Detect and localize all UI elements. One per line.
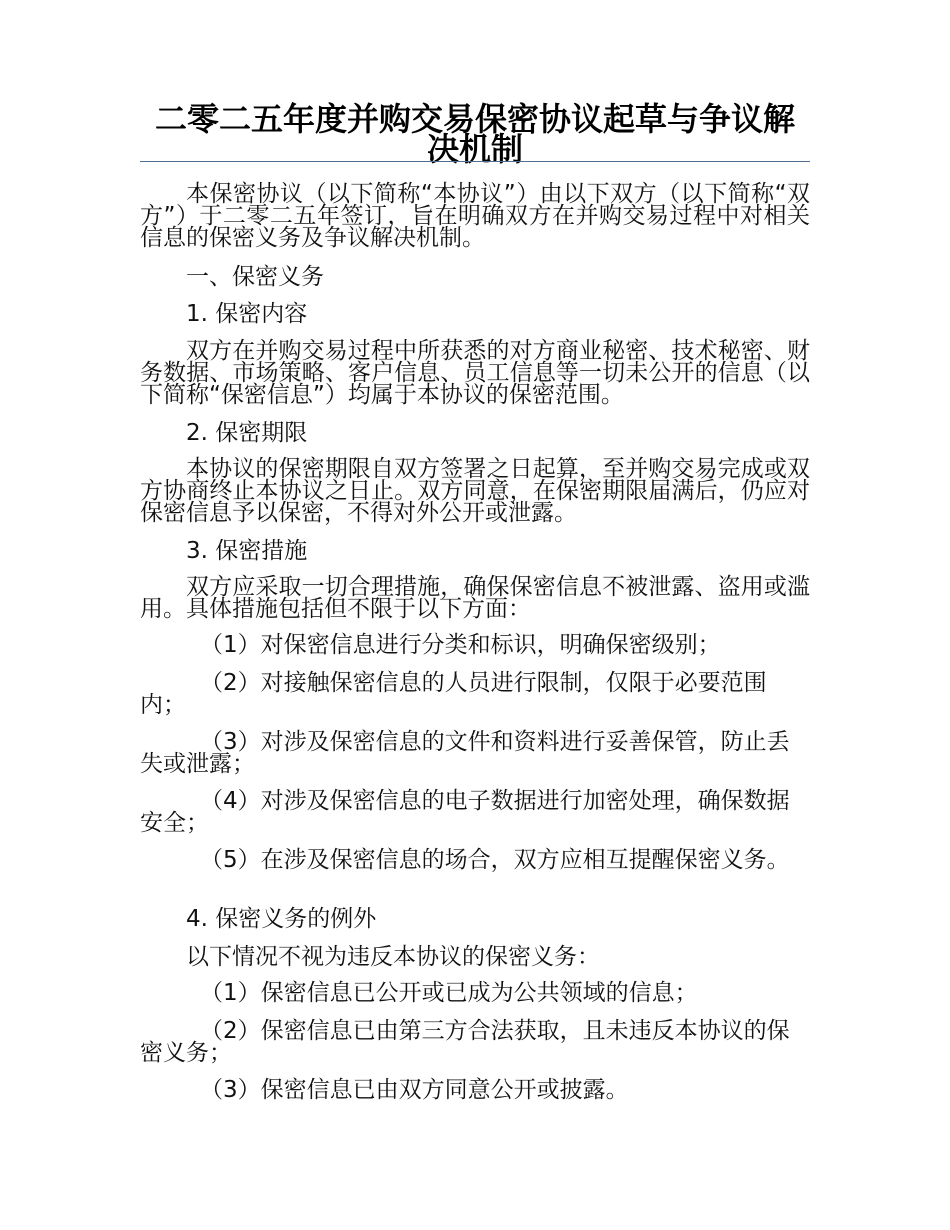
measure-item: （2）对接触保密信息的人员进行限制，仅限于必要范围内； bbox=[140, 670, 767, 718]
subsection-heading-exceptions: 4. 保密义务的例外 bbox=[186, 906, 377, 932]
exception-item: （2）保密信息已由第三方合法获取，且未违反本协议的保密义务； bbox=[140, 1018, 790, 1066]
exception-item: （3）保密信息已由双方同意公开或披露。 bbox=[200, 1077, 629, 1103]
subsection-heading-measures: 3. 保密措施 bbox=[186, 538, 308, 564]
subsection-heading-content: 1. 保密内容 bbox=[186, 301, 308, 327]
title-underline bbox=[140, 161, 810, 162]
intro-paragraph: 本保密协议（以下简称“本协议”）由以下双方（以下简称“双方”）于二零二五年签订，旨在明确双方在并购交易过程中对相关信息的保密义务及争议解决机制。 bbox=[140, 181, 810, 251]
subsection-body-term: 本协议的保密期限自双方签署之日起算，至并购交易完成或双方协商终止本协议之日止。双方同意，在保密期限届满后，仍应对保密信息予以保密，不得对外公开或泄露。 bbox=[140, 456, 810, 526]
measure-item: （1）对保密信息进行分类和标识，明确保密级别； bbox=[200, 632, 721, 658]
subsection-body-measures: 双方应采取一切合理措施，确保保密信息不被泄露、盗用或滥用。具体措施包括但不限于以下方面： bbox=[140, 574, 810, 622]
measure-item: （3）对涉及保密信息的文件和资料进行妥善保管，防止丢失或泄露； bbox=[140, 729, 790, 777]
section-heading-confidentiality: 一、保密义务 bbox=[186, 264, 324, 290]
exception-item: （1）保密信息已公开或已成为公共领域的信息； bbox=[200, 980, 698, 1006]
subsection-body-exceptions: 以下情况不视为违反本协议的保密义务： bbox=[186, 944, 600, 970]
measure-item: （4）对涉及保密信息的电子数据进行加密处理，确保数据安全； bbox=[140, 788, 790, 836]
document-title: 二零二五年度并购交易保密协议起草与争议解决机制 bbox=[154, 100, 795, 168]
measure-item: （5）在涉及保密信息的场合，双方应相互提醒保密义务。 bbox=[200, 847, 790, 873]
subsection-body-content: 双方在并购交易过程中所获悉的对方商业秘密、技术秘密、财务数据、市场策略、客户信息、员工信息等一切未公开的信息（以下简称“保密信息”）均属于本协议的保密范围。 bbox=[140, 338, 810, 408]
subsection-heading-term: 2. 保密期限 bbox=[186, 420, 308, 446]
